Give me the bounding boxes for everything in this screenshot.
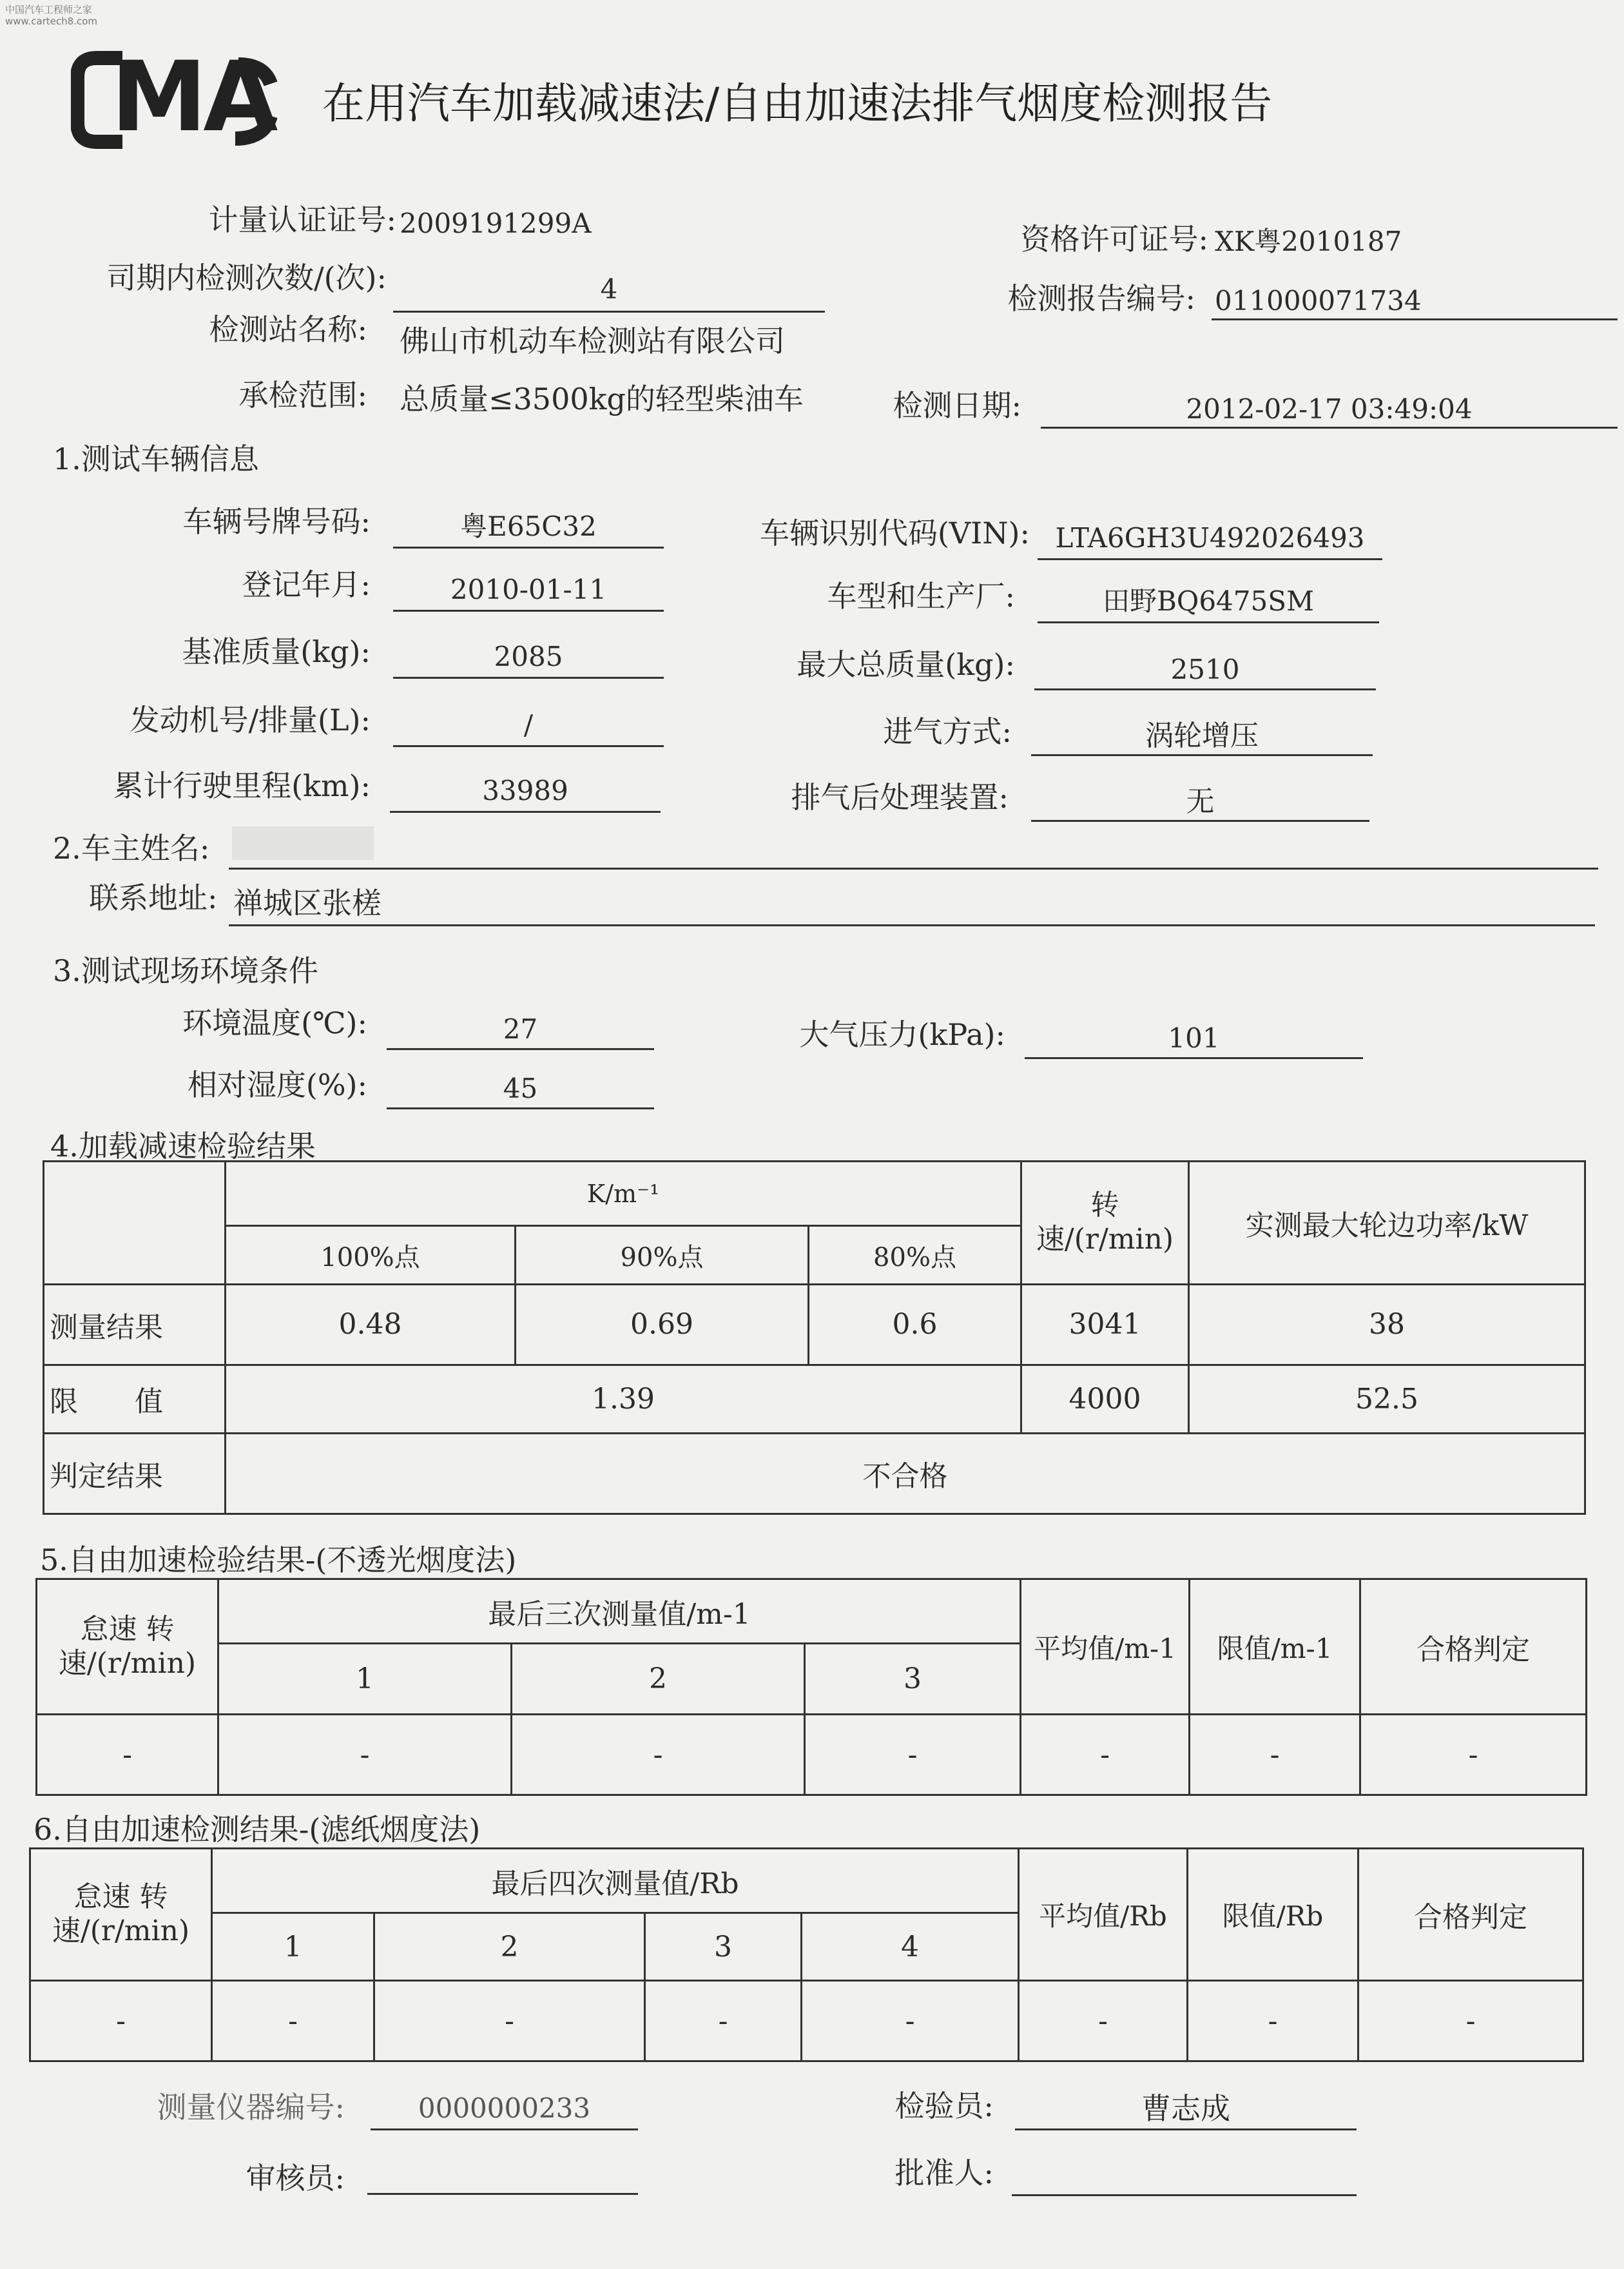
max-mass-label: 最大总质量(kg): — [797, 647, 1015, 682]
instrument-value: 0000000233 — [418, 2092, 591, 2124]
section3-title: 3.测试现场环境条件 — [53, 953, 318, 988]
s4-k-header: K/m⁻¹ — [226, 1162, 1021, 1226]
base-mass-label: 基准质量(kg): — [182, 634, 371, 669]
vin-underline — [1038, 558, 1382, 560]
owner-name-redacted — [232, 826, 374, 860]
engine-value: / — [523, 709, 534, 741]
humidity-underline — [387, 1107, 654, 1109]
reviewer-label: 审核员: — [246, 2161, 345, 2196]
s6-cell-limit: - — [1188, 1981, 1358, 2061]
temp-underline — [387, 1048, 654, 1050]
s6-idle-header — [30, 1849, 212, 1981]
s4-p80-header: 80%点 — [809, 1226, 1021, 1284]
s4-row-limit-label: 限 值 — [44, 1365, 226, 1433]
vin-label: 车辆识别代码(VIN): — [759, 516, 1030, 550]
station-value: 佛山市机动车检测站有限公司 — [400, 324, 785, 358]
opacity-free-accel-table — [35, 1578, 1587, 1796]
mileage-value: 33989 — [482, 775, 568, 806]
s6-col-1: 1 — [212, 1913, 374, 1981]
plate-label: 车辆号牌号码: — [182, 504, 371, 539]
s4-measure-speed: 3041 — [1021, 1284, 1189, 1365]
s4-speed-header-text: 转速/(r/min) — [1036, 1189, 1174, 1256]
s4-limit-speed: 4000 — [1021, 1365, 1189, 1433]
section6-title: 6.自由加速检测结果-(滤纸烟度法) — [34, 1812, 481, 1847]
s4-measure-90: 0.69 — [516, 1284, 809, 1365]
inspector-label: 检验员: — [894, 2089, 994, 2123]
s4-speed-header — [1021, 1162, 1189, 1285]
s4-power-header: 实测最大轮边功率/kW — [1189, 1162, 1585, 1285]
owner-underline — [229, 868, 1598, 870]
approver-underline — [1012, 2194, 1357, 2196]
plate-underline — [393, 547, 664, 549]
metrology-cert-label: 计量认证证号: — [208, 202, 396, 237]
license-value: XK粤2010187 — [1215, 226, 1402, 257]
s5-idle-header-text: 怠速 转速/(r/min) — [58, 1612, 197, 1680]
s4-corner-cell — [44, 1162, 226, 1285]
instrument-label: 测量仪器编号: — [157, 2090, 345, 2125]
model-value: 田野BQ6475SM — [1103, 585, 1314, 617]
intake-value: 涡轮增压 — [1145, 719, 1259, 752]
model-underline — [1038, 621, 1379, 623]
test-count-label: 司期内检测次数/(次): — [106, 260, 387, 295]
vin-value: LTA6GH3U492026493 — [1055, 522, 1365, 554]
s5-col-3: 3 — [805, 1644, 1021, 1715]
pressure-label: 大气压力(kPa): — [799, 1017, 1005, 1052]
date-value: 2012-02-17 03:49:04 — [1186, 393, 1473, 425]
intake-label: 进气方式: — [883, 714, 1012, 749]
scope-value: 总质量≤3500kg的轻型柴油车 — [400, 382, 804, 416]
license-label: 资格许可证号: — [1020, 222, 1208, 257]
s6-limit-header: 限值/Rb — [1188, 1849, 1358, 1981]
filter-smoke-table — [29, 1847, 1584, 2062]
s6-cell-4: - — [802, 1981, 1019, 2061]
s4-measure-80: 0.6 — [809, 1284, 1021, 1365]
address-value: 禅城区张槎 — [233, 886, 382, 920]
max-mass-value: 2510 — [1170, 654, 1240, 685]
s6-cell-idle: - — [30, 1981, 212, 2061]
logo-text: MA — [111, 41, 275, 153]
s5-cell-judge: - — [1360, 1715, 1587, 1795]
base-mass-underline — [393, 677, 664, 679]
temp-value: 27 — [503, 1013, 538, 1045]
engine-underline — [393, 745, 664, 747]
s5-cell-1: - — [218, 1715, 512, 1795]
metrology-cert-value: 2009191299A — [400, 208, 592, 239]
section2-title: 2.车主姓名: — [53, 831, 210, 866]
s6-avg-header: 平均值/Rb — [1019, 1849, 1188, 1981]
s4-result-value: 不合格 — [226, 1433, 1585, 1514]
s6-cell-judge: - — [1358, 1981, 1583, 2061]
s5-cell-idle: - — [37, 1715, 218, 1795]
section4-title: 4.加载减速检验结果 — [50, 1129, 316, 1164]
s6-cell-2: - — [374, 1981, 645, 2061]
s6-col-4: 4 — [802, 1913, 1019, 1981]
scope-label: 承检范围: — [238, 378, 367, 413]
s6-cell-1: - — [212, 1981, 374, 2061]
reviewer-underline — [367, 2193, 638, 2195]
s5-avg-header: 平均值/m-1 — [1021, 1579, 1190, 1715]
mileage-label: 累计行驶里程(km): — [113, 768, 371, 803]
s5-col-1: 1 — [218, 1644, 512, 1715]
base-mass-value: 2085 — [494, 641, 563, 672]
s4-limit-power: 52.5 — [1189, 1365, 1585, 1433]
report-no-label: 检测报告编号: — [1007, 281, 1195, 316]
date-underline — [1041, 427, 1618, 429]
humidity-label: 相对湿度(%): — [187, 1067, 367, 1102]
s4-p90-header: 90%点 — [516, 1226, 809, 1284]
address-label: 联系地址: — [89, 881, 218, 915]
s6-cell-avg: - — [1019, 1981, 1188, 2061]
aftertreat-label: 排气后处理装置: — [791, 780, 1009, 815]
pressure-underline — [1025, 1057, 1363, 1059]
approver-label: 批准人: — [894, 2156, 994, 2190]
s6-idle-header-text: 怠速 转速/(r/min) — [52, 1880, 190, 1947]
watermark-line1: 中国汽车工程师之家 — [5, 4, 93, 15]
intake-underline — [1031, 754, 1373, 756]
section5-title: 5.自由加速检验结果-(不透光烟度法) — [40, 1543, 517, 1577]
s5-cell-2: - — [512, 1715, 805, 1795]
report-title: 在用汽车加载减速法/自由加速法排气烟度检测报告 — [322, 79, 1273, 128]
s6-judge-header: 合格判定 — [1358, 1849, 1583, 1981]
s5-limit-header: 限值/m-1 — [1190, 1579, 1360, 1715]
watermark — [5, 4, 97, 27]
plate-value: 粤E65C32 — [460, 511, 597, 542]
inspector-underline — [1015, 2128, 1357, 2130]
s5-idle-header — [37, 1579, 218, 1715]
s5-col-2: 2 — [512, 1644, 805, 1715]
inspector-value: 曹志成 — [1141, 2091, 1230, 2126]
s4-row-result-label: 判定结果 — [44, 1433, 226, 1514]
temp-label: 环境温度(℃): — [182, 1006, 367, 1040]
s4-row-measure-label: 测量结果 — [44, 1284, 226, 1365]
reg-underline — [393, 610, 664, 612]
section1-title: 1.测试车辆信息 — [53, 442, 259, 476]
address-underline — [229, 924, 1595, 926]
s6-col-3: 3 — [645, 1913, 802, 1981]
pressure-value: 101 — [1168, 1022, 1220, 1054]
max-mass-underline — [1034, 688, 1376, 690]
station-label: 检测站名称: — [209, 312, 367, 347]
s4-p100-header: 100%点 — [226, 1226, 516, 1284]
s6-last4-header: 最后四次测量值/Rb — [212, 1849, 1019, 1913]
reg-label: 登记年月: — [242, 567, 371, 602]
s5-judge-header: 合格判定 — [1360, 1579, 1587, 1715]
engine-label: 发动机号/排量(L): — [130, 703, 371, 737]
s5-last3-header: 最后三次测量值/m-1 — [218, 1579, 1021, 1644]
s5-cell-3: - — [805, 1715, 1021, 1795]
report-no-value: 011000071734 — [1215, 285, 1422, 316]
s6-col-2: 2 — [374, 1913, 645, 1981]
s5-cell-limit: - — [1190, 1715, 1360, 1795]
s4-measure-100: 0.48 — [226, 1284, 516, 1365]
cma-logo — [71, 41, 284, 155]
model-label: 车型和生产厂: — [827, 579, 1015, 614]
aftertreat-value: 无 — [1186, 785, 1215, 818]
loaded-deceleration-table — [43, 1160, 1586, 1515]
watermark-line2: www.cartech8.com — [5, 15, 98, 27]
s4-measure-power: 38 — [1189, 1284, 1585, 1365]
instrument-underline — [371, 2128, 638, 2130]
report-no-underline — [1212, 318, 1618, 320]
reg-value: 2010-01-11 — [450, 574, 607, 605]
aftertreat-underline — [1031, 820, 1369, 822]
test-count-value: 4 — [600, 273, 618, 305]
date-label: 检测日期: — [893, 388, 1021, 423]
mileage-underline — [390, 811, 661, 813]
s5-cell-avg: - — [1021, 1715, 1190, 1795]
s6-cell-3: - — [645, 1981, 802, 2061]
test-count-underline — [393, 311, 825, 313]
s4-limit-k: 1.39 — [226, 1365, 1021, 1433]
humidity-value: 45 — [503, 1073, 538, 1104]
